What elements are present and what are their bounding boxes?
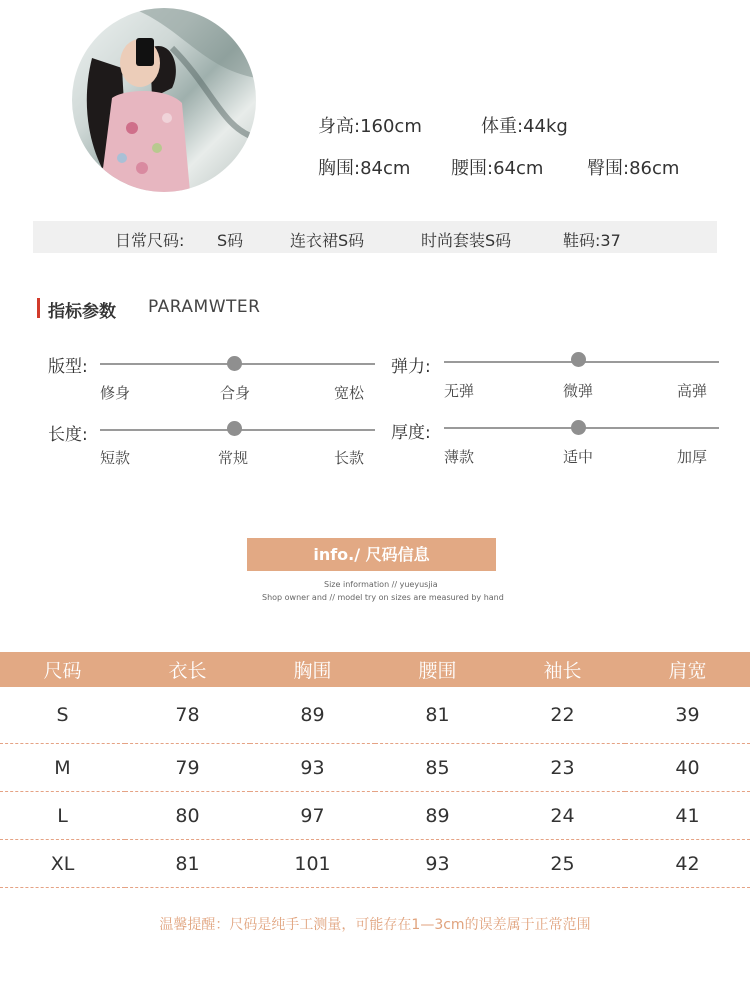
suit-size: 时尚套装S码	[421, 231, 512, 250]
table-cell: 81	[125, 840, 250, 888]
table-cell: 101	[250, 840, 375, 888]
table-cell: 93	[375, 840, 500, 888]
table-cell: 41	[625, 792, 750, 840]
slider-length-tick-3: 长款	[334, 449, 365, 467]
model-photo-icon	[72, 8, 256, 192]
model-weight: 体重:44kg	[481, 116, 568, 137]
slider-elasticity-tick-1: 无弹	[444, 382, 475, 400]
info-subtitle-line1: Size information // yueyusjia	[324, 580, 438, 589]
header-shoulder: 肩宽	[625, 652, 750, 687]
dress-size: 连衣裙S码	[290, 231, 365, 250]
table-row	[0, 840, 750, 888]
daily-size-value: S码	[217, 231, 244, 250]
slider-fit-dot	[227, 356, 242, 371]
slider-thickness-tick-1: 薄款	[444, 448, 475, 466]
table-header-row	[0, 652, 750, 687]
model-hip: 臀围:86cm	[587, 158, 680, 179]
slider-thickness-label: 厚度:	[391, 423, 431, 443]
slider-elasticity-label: 弹力:	[391, 357, 431, 377]
table-cell: L	[0, 792, 125, 840]
slider-thickness-tick-2: 适中	[563, 448, 594, 466]
table-cell: 25	[500, 840, 625, 888]
table-cell: 79	[125, 744, 250, 792]
params-title: 指标参数	[48, 302, 116, 322]
slider-length-dot	[227, 421, 242, 436]
table-cell: 22	[500, 687, 625, 744]
table-cell: 89	[250, 687, 375, 744]
slider-fit-label: 版型:	[48, 357, 88, 377]
slider-fit-tick-3: 宽松	[334, 384, 365, 402]
table-cell: 39	[625, 687, 750, 744]
table-cell: 80	[125, 792, 250, 840]
size-info-banner: info./ 尺码信息	[247, 538, 496, 571]
header-size: 尺码	[0, 652, 125, 687]
slider-length-tick-1: 短款	[100, 449, 131, 467]
daily-size-label: 日常尺码:	[115, 231, 185, 250]
slider-length-tick-2: 常规	[218, 449, 249, 467]
header-length: 衣长	[125, 652, 250, 687]
slider-fit-tick-2: 合身	[220, 384, 251, 402]
header-sleeve: 袖长	[500, 652, 625, 687]
info-subtitle-line2: Shop owner and // model try on sizes are measured by hand	[262, 593, 504, 602]
table-cell: 24	[500, 792, 625, 840]
slider-thickness-tick-3: 加厚	[677, 448, 708, 466]
daily-size-bar	[33, 221, 717, 253]
table-cell: XL	[0, 840, 125, 888]
model-waist: 腰围:64cm	[451, 158, 544, 179]
slider-elasticity-dot	[571, 352, 586, 367]
model-bust: 胸围:84cm	[318, 158, 411, 179]
shoe-size: 鞋码:37	[563, 231, 621, 250]
model-height: 身高:160cm	[318, 116, 422, 137]
header-bust: 胸围	[250, 652, 375, 687]
table-cell: 23	[500, 744, 625, 792]
table-row	[0, 792, 750, 840]
table-row	[0, 744, 750, 792]
table-cell: 89	[375, 792, 500, 840]
table-cell: 78	[125, 687, 250, 744]
table-cell: M	[0, 744, 125, 792]
slider-elasticity-tick-2: 微弹	[563, 382, 594, 400]
header-waist: 腰围	[375, 652, 500, 687]
slider-length-label: 长度:	[48, 425, 88, 445]
section-title-mark	[37, 298, 40, 318]
slider-fit-tick-1: 修身	[100, 384, 131, 402]
params-title-en: PARAMWTER	[148, 297, 261, 317]
table-row	[0, 687, 750, 744]
slider-thickness-dot	[571, 420, 586, 435]
table-cell: 93	[250, 744, 375, 792]
table-cell: 42	[625, 840, 750, 888]
slider-elasticity-tick-3: 高弹	[677, 382, 708, 400]
table-cell: 81	[375, 687, 500, 744]
model-photo	[72, 8, 256, 192]
table-cell: 40	[625, 744, 750, 792]
size-table	[0, 652, 750, 888]
table-cell: S	[0, 687, 125, 744]
table-cell: 97	[250, 792, 375, 840]
table-cell: 85	[375, 744, 500, 792]
measurement-note: 温馨提醒：尺码是纯手工测量，可能存在1—3cm的误差属于正常范围	[159, 917, 591, 933]
